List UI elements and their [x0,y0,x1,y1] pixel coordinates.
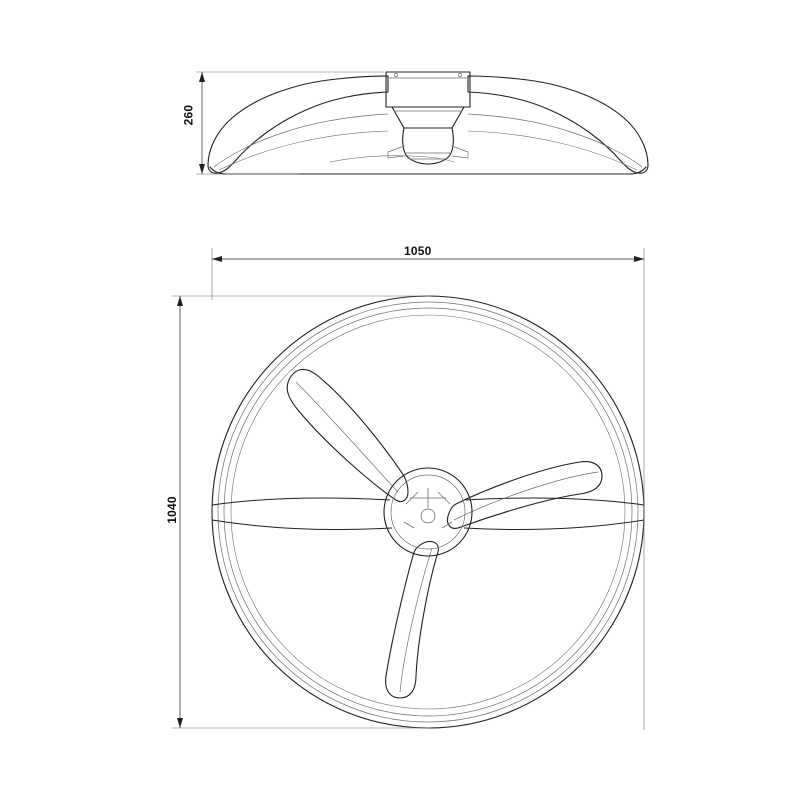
plan-hub-outer [384,468,472,556]
arrow-top-width-right [634,256,644,262]
side-blade-root-right [452,146,468,158]
plan-sweep-circle-inner [224,308,632,716]
arrow-side-height-top [199,72,205,82]
dimension-height-side [196,72,384,174]
side-body-bottom-outline [210,167,646,174]
side-elevation-view [208,72,648,174]
plan-body-seam-left-2 [212,520,392,530]
arrow-side-height-bottom [199,164,205,174]
side-motor-top-plate [386,72,470,107]
plan-hub-detail [404,488,452,528]
dimension-label-height-side: 260 [181,104,196,126]
plan-blade-lower [386,541,439,698]
plan-sweep-circle-inner-2 [231,315,625,709]
side-hub-cap [403,128,454,164]
side-right-blade-outline [468,76,648,173]
side-motor-housing [392,107,464,128]
hub-center-bore [421,509,435,523]
plan-body-seam-right-2 [464,520,644,530]
side-left-blade-outline [208,76,388,173]
dimension-label-width-top: 1050 [404,244,432,258]
side-blade-root-left [388,146,404,158]
plan-sweep-circle-mid [218,302,638,722]
side-left-inner-contour [214,114,388,167]
plan-blade-upper-left-rib [296,382,398,492]
arrow-top-height-bottom [177,718,183,728]
side-mount-screw-right [458,73,461,76]
arrow-top-height-top [177,296,183,306]
plan-blade-right [447,462,602,529]
hub-lower-slot-left [404,522,414,528]
plan-hub-inner [391,475,465,549]
dimension-label-height-top: 1040 [164,496,179,524]
plan-body-seam-left [212,498,390,505]
plan-blade-upper-left [287,369,408,501]
arrow-top-width-left [212,256,222,262]
plan-sweep-circle-outer [212,296,644,728]
plan-blade-right-rib [454,472,598,520]
side-mount-screw-left [394,73,397,76]
plan-view [212,296,644,728]
side-right-inner-contour [468,114,642,167]
